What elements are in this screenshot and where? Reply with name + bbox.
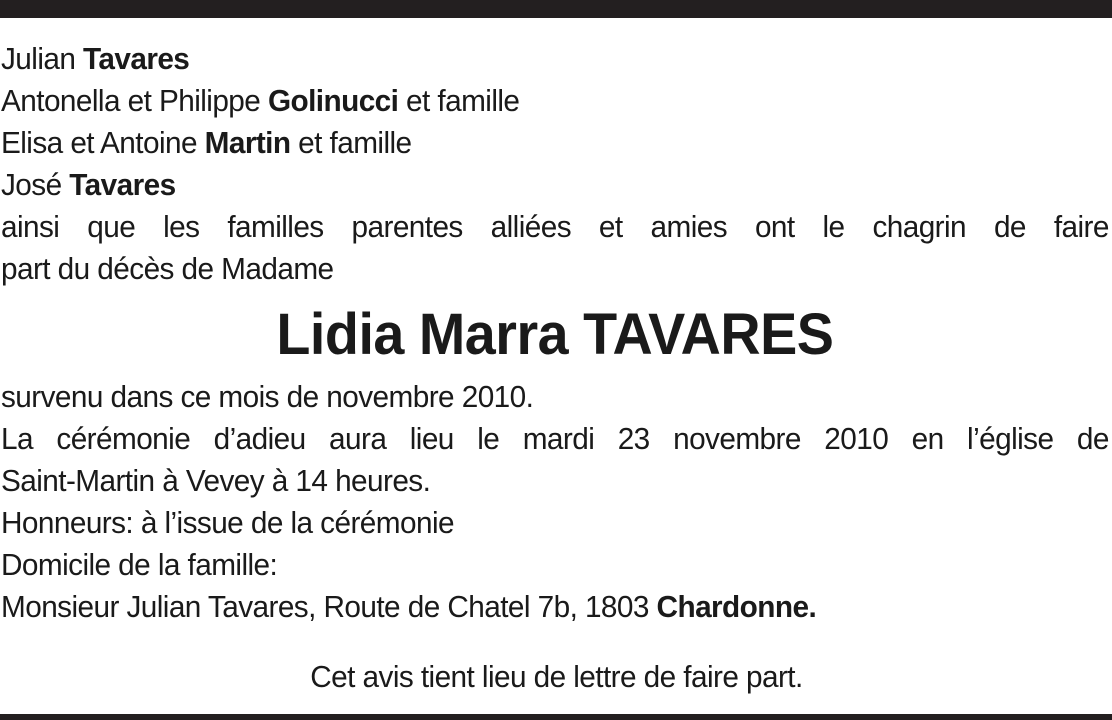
family-line-jose: José Tavares	[1, 167, 176, 202]
deceased-name: Lidia Marra TAVARES	[276, 302, 834, 367]
family-line-martin: Elisa et Antoine Martin et famille	[1, 125, 412, 160]
body-line-5: Domicile de la famille:	[1, 547, 278, 582]
bottom-border-rule	[0, 714, 1112, 720]
footer-note: Cet avis tient lieu de lettre de faire part.	[309, 659, 803, 694]
announcement-line-1: ainsi que les familles parentes alliées et amies ont le chagrin de faire	[1, 209, 1109, 244]
family-line-golinucci: Antonella et Philippe Golinucci et famille	[1, 83, 520, 118]
announcement-line-2: part du décès de Madame	[1, 251, 334, 286]
body-line-1: survenu dans ce mois de novembre 2010.	[1, 379, 534, 414]
obituary-notice	[1, 38, 1109, 628]
body-line-4: Honneurs: à l’issue de la cérémonie	[1, 505, 454, 540]
address-line: Monsieur Julian Tavares, Route de Chatel 7b, 1803 Chardonne.	[1, 589, 817, 624]
body-line-3: Saint-Martin à Vevey à 14 heures.	[1, 463, 431, 498]
top-border-rule	[0, 0, 1112, 18]
body-line-2: La cérémonie d’adieu aura lieu le mardi 23 novembre 2010 en l’église de	[1, 421, 1109, 456]
family-line-julian: Julian Tavares	[1, 41, 190, 76]
